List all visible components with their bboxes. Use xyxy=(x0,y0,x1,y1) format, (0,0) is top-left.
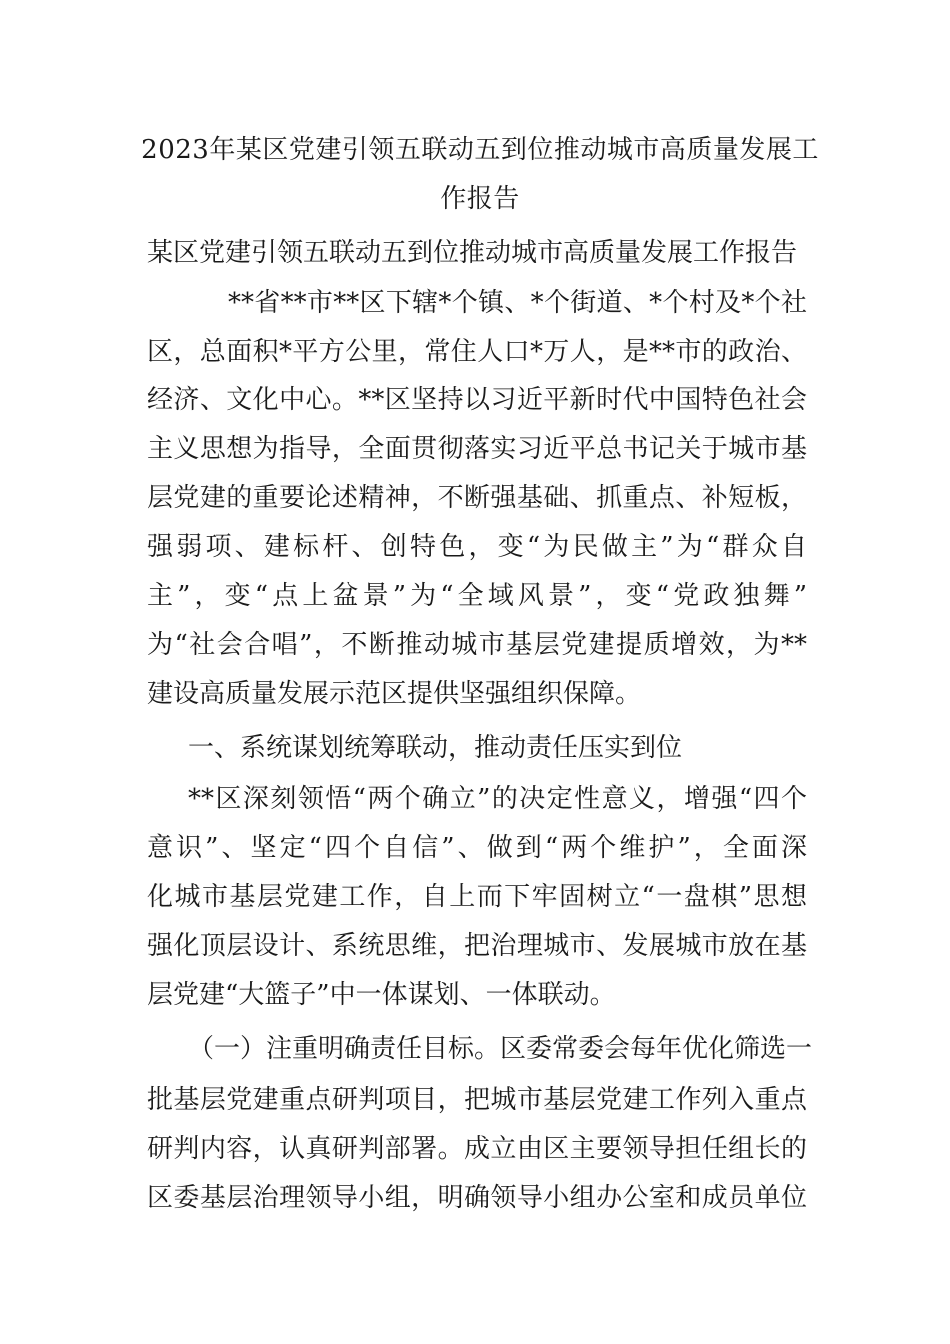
intro-line: 主义思想为指导，全面贯彻落实习近平总书记关于城市基 xyxy=(147,434,807,464)
subsection-line: 批基层党建重点研判项目，把城市基层党建工作列入重点 xyxy=(147,1085,807,1115)
section-body-line: 层党建“大篮子”中一体谋划、一体联动。 xyxy=(147,980,616,1010)
intro-line: 区，总面积*平方公里，常住人口*万人，是**市的政治、 xyxy=(147,337,807,367)
subsection-line: 研判内容，认真研判部署。成立由区主要领导担任组长的 xyxy=(147,1134,807,1164)
intro-line: 强弱项、建标杆、创特色，变“为民做主”为“群众自 xyxy=(147,532,807,562)
section-body-line: 化城市基层党建工作，自上而下牢固树立“一盘棋”思想 xyxy=(147,882,807,912)
section-heading: 一、系统谋划统筹联动，推动责任压实到位 xyxy=(188,733,683,763)
intro-line: **省**市**区下辖*个镇、*个街道、*个村及*个社 xyxy=(228,288,807,318)
intro-line: 建设高质量发展示范区提供坚强组织保障。 xyxy=(147,679,642,709)
subsection-line: （一）注重明确责任目标。区委常委会每年优化筛选一 xyxy=(188,1034,813,1064)
document-title-line-2: 作报告 xyxy=(440,184,520,214)
intro-line: 为“社会合唱”，不断推动城市基层党建提质增效，为** xyxy=(147,630,807,660)
intro-line: 层党建的重要论述精神，不断强基础、抓重点、补短板， xyxy=(147,483,807,513)
intro-line: 主”，变“点上盆景”为“全域风景”，变“党政独舞” xyxy=(147,581,807,611)
section-body-line: 强化顶层设计、系统思维，把治理城市、发展城市放在基 xyxy=(147,931,807,961)
section-body-line: 意识”、坚定“四个自信”、做到“两个维护”，全面深 xyxy=(147,833,807,863)
intro-line: 经济、文化中心。**区坚持以习近平新时代中国特色社会 xyxy=(147,385,807,415)
document-subtitle: 某区党建引领五联动五到位推动城市高质量发展工作报告 xyxy=(147,238,798,268)
section-body-line: **区深刻领悟“两个确立”的决定性意义，增强“四个 xyxy=(188,784,807,814)
subsection-line: 区委基层治理领导小组，明确领导小组办公室和成员单位 xyxy=(147,1183,807,1213)
document-title-line-1: 2023年某区党建引领五联动五到位推动城市高质量发展工 xyxy=(141,135,819,165)
